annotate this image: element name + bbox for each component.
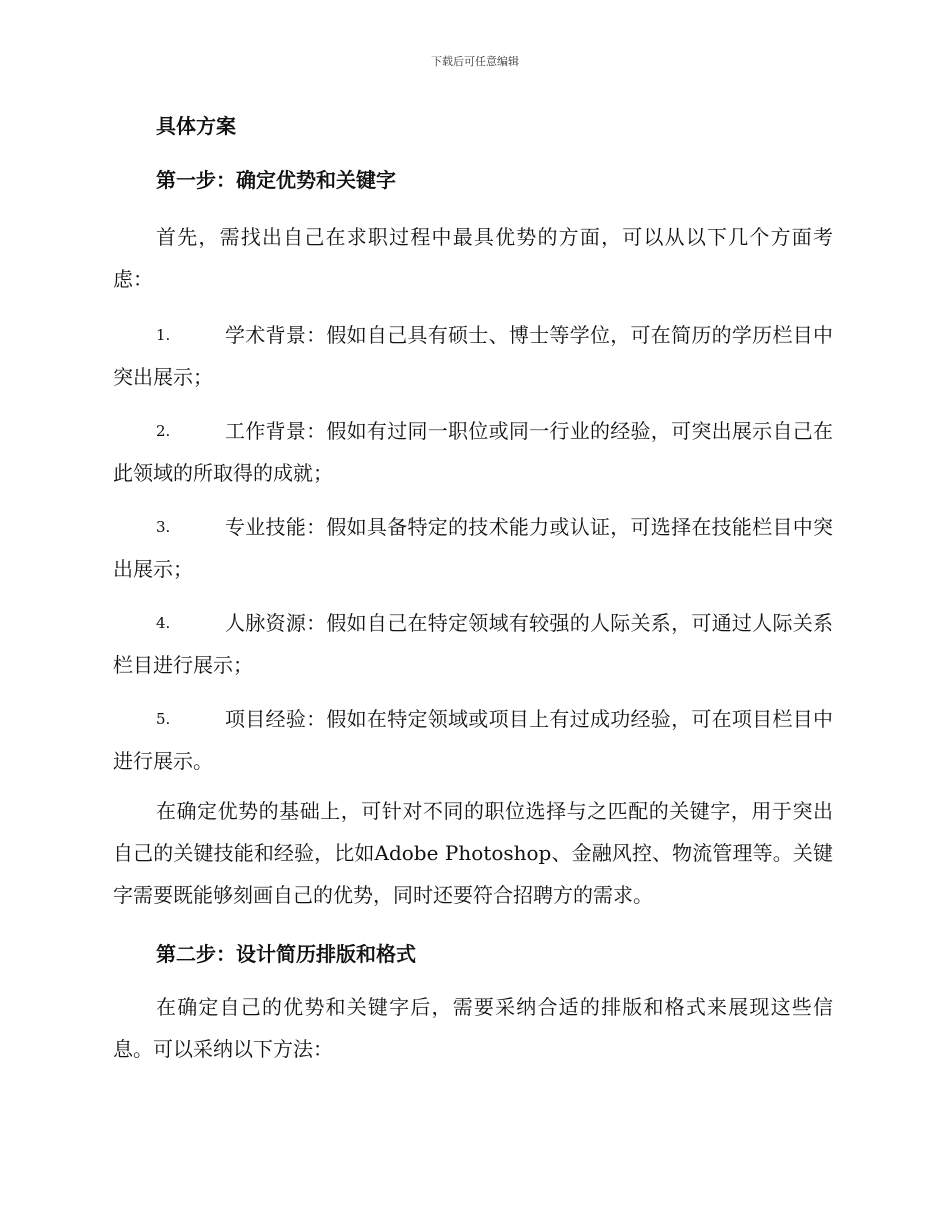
list-item bbox=[113, 506, 833, 590]
list-item bbox=[113, 410, 833, 494]
list-item bbox=[113, 314, 833, 398]
step1-intro: 首先，需找出自己在求职过程中最具优势的方面，可以从以下几个方面考虑： bbox=[113, 225, 833, 291]
step1-heading: 第一步：确定优势和关键字 bbox=[156, 168, 396, 192]
step1-conclusion: 在确定优势的基础上，可针对不同的职位选择与之匹配的关键字，用于突出自己的关键技能和经验，比如Adobe Photoshop、金融风控、物流管理等。关键字需要既能够刻画自己的优势，同时还要符合招聘方的需求。 bbox=[113, 799, 833, 907]
step2-heading: 第二步：设计简历排版和格式 bbox=[156, 942, 416, 966]
list-item-text: 工作背景：假如有过同一职位或同一行业的经验，可突出展示自己在此领域的所取得的成就； bbox=[113, 419, 833, 485]
list-item-number: 2. bbox=[156, 422, 171, 440]
document-body bbox=[113, 110, 833, 1070]
step2-intro: 在确定自己的优势和关键字后，需要采纳合适的排版和格式来展现这些信息。可以采纳以下方法： bbox=[113, 995, 833, 1061]
list-item-number: 5. bbox=[156, 710, 171, 728]
list-item-number: 1. bbox=[156, 326, 171, 344]
list-item-number: 4. bbox=[156, 614, 171, 632]
page-header: 下载后可任意编辑 bbox=[431, 55, 519, 68]
document-title: 具体方案 bbox=[156, 114, 236, 138]
list-item-text: 项目经验：假如在特定领域或项目上有过成功经验，可在项目栏目中进行展示。 bbox=[113, 707, 833, 773]
list-item bbox=[113, 698, 833, 782]
list-item-text: 人脉资源：假如自己在特定领域有较强的人际关系，可通过人际关系栏目进行展示； bbox=[113, 611, 833, 677]
list-item-text: 专业技能：假如具备特定的技术能力或认证，可选择在技能栏目中突出展示； bbox=[113, 515, 833, 581]
list-item-number: 3. bbox=[156, 518, 171, 536]
list-item bbox=[113, 602, 833, 686]
advantage-list bbox=[113, 314, 833, 782]
list-item-text: 学术背景：假如自己具有硕士、博士等学位，可在简历的学历栏目中突出展示； bbox=[113, 323, 833, 389]
